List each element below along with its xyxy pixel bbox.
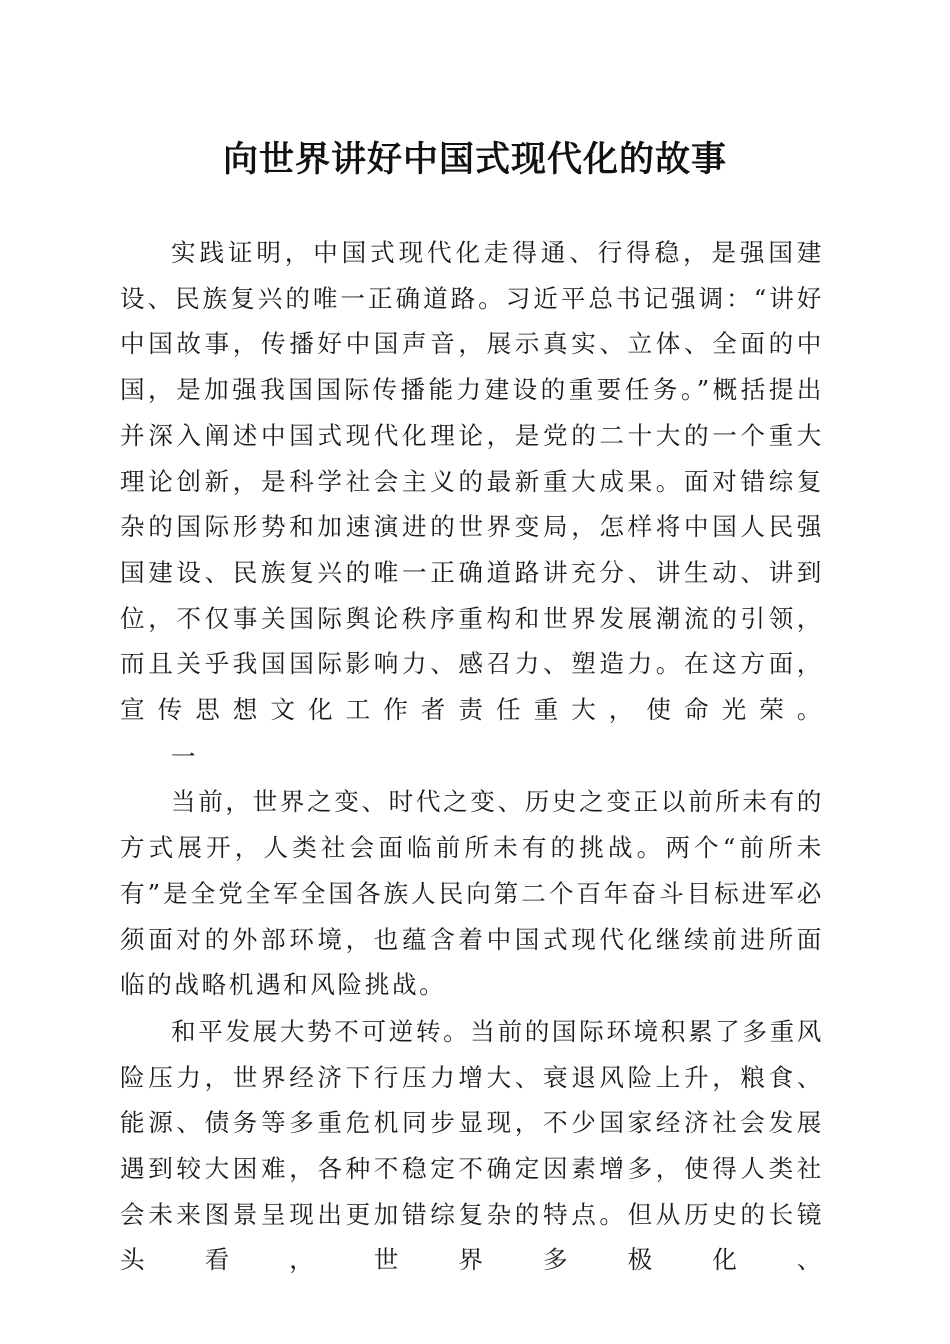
paragraph-current-situation: 当前，世界之变、时代之变、历史之变正以前所未有的方式展开，人类社会面临前所未有的挑战。两个“前所未有”是全党全军全国各族人民向第二个百年奋斗目标进军必须面对的外部环境，也蕴含着中国式现代化继续前进所面临的战略机遇和风险挑战。 <box>120 787 824 1000</box>
document-body <box>120 230 824 1284</box>
paragraph-intro: 实践证明，中国式现代化走得通、行得稳，是强国建设、民族复兴的唯一正确道路。习近平总书记强调：“讲好中国故事，传播好中国声音，展示真实、立体、全面的中国，是加强我国国际传播能力建设的重要任务。”概括提出并深入阐述中国式现代化理论，是党的二十大的一个重大理论创新，是科学社会主义的最新重大成果。面对错综复杂的国际形势和加速演进的世界变局，怎样将中国人民强国建设、民族复兴的唯一正确道路讲充分、讲生动、讲到位，不仅事关国际舆论秩序重构和世界发展潮流的引领，而且关乎我国国际影响力、感召力、塑造力。在这方面，宣传思想文化工作者责任重大，使命光荣。 <box>120 238 824 725</box>
paragraph-peace-development: 和平发展大势不可逆转。当前的国际环境积累了多重风险压力，世界经济下行压力增大、衰退风险上升，粮食、能源、债务等多重危机同步显现，不少国家经济社会发展遇到较大困难，各种不稳定不确定因素增多，使得人类社会未来图景呈现出更加错综复杂的特点。但从历史的长镜头看，世界多极化、 <box>120 1016 824 1275</box>
section-number: 一 <box>171 741 196 771</box>
page-title: 向世界讲好中国式现代化的故事 <box>222 139 727 180</box>
